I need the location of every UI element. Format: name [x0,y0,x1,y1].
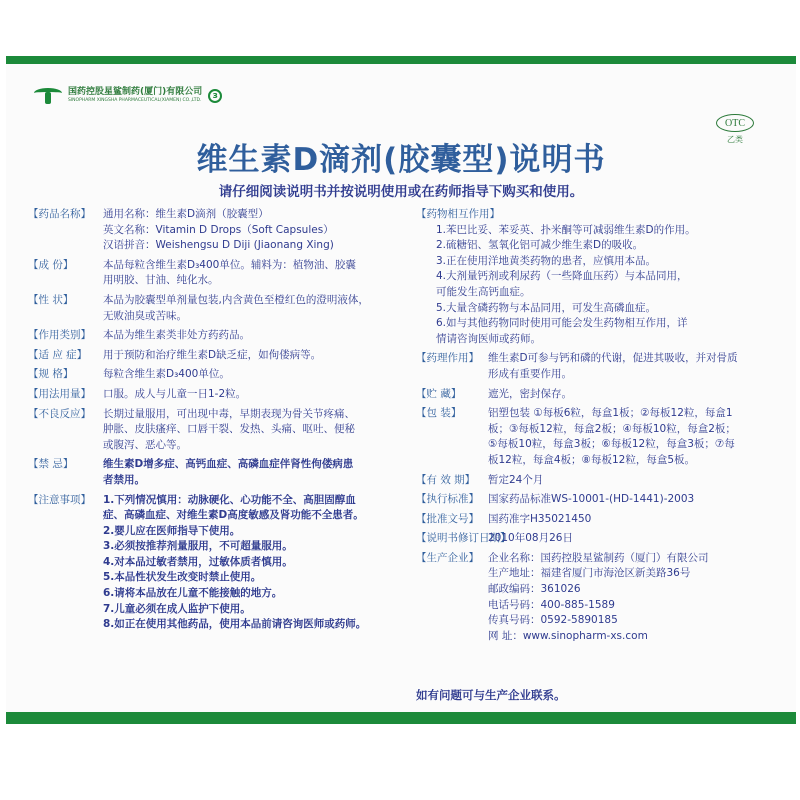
section-label: 【药物相互作用】 [416,208,500,220]
section-line: 7.儿童必须在成人监护下使用。 [103,602,251,615]
section-line: 形成有重要作用。 [488,367,572,380]
section-line: 5.大量含磷药物与本品同用，可发生高磷血症。 [436,301,657,314]
section-row [416,207,780,223]
section-label: 【药品名称】 [28,208,91,220]
section-line: 2.婴儿应在医师指导下使用。 [103,524,241,537]
section-line: 口服。成人与儿童一日1-2粒。 [103,387,247,400]
section-label: 【生产企业】 [416,551,479,564]
section-row [28,387,412,403]
section-line: 英文名称：Vitamin D Drops（Soft Capsules） [103,223,334,236]
section-row [28,493,412,633]
section-row [416,492,780,508]
section-line: 2010年08月26日 [488,532,573,545]
section-line: 或腹泻、恶心等。 [103,438,187,451]
section-line: 传真号码：0592-5890185 [488,614,618,627]
section-value [103,493,412,633]
section-line: 铝塑包装 ①每板6粒，每盒1板；②每板12粒，每盒1 [488,407,733,420]
section-row [416,551,780,645]
right-column [416,207,780,644]
section-row [416,223,780,348]
section-line: 用于预防和治疗维生素D缺乏症，如佝偻病等。 [103,348,322,361]
section-value [416,223,780,348]
section-line: 通用名称：维生素D滴剂（胶囊型） [103,208,269,220]
section-row [28,407,412,454]
section-label: 【包 装】 [416,407,462,420]
company-logo-icon [34,86,62,106]
section-value [488,492,780,508]
section-line: 长期过量服用，可出现中毒，早期表现为骨关节疼痛、 [103,407,355,420]
section-line: 6.请将本品放在儿童不能接触的地方。 [103,587,283,600]
section-value [488,551,780,645]
section-line: 邮政编码：361026 [488,583,581,596]
section-line: 遮光，密封保存。 [488,387,572,400]
section-row [28,293,412,324]
section-line: 肿胀、皮肤瘙痒、口唇干裂、发热、头痛、呕吐、便秘 [103,423,355,436]
section-line: 国药准字H35021450 [488,512,592,525]
section-line: 6.如与其他药物同时使用可能会发生药物相互作用，详 [436,317,688,330]
section-label: 【执行标准】 [416,493,479,506]
section-value [488,473,780,489]
section-label: 【性 状】 [28,293,74,306]
section-row [416,387,780,403]
section-value [103,457,412,488]
section-line: 电话号码：400-885-1589 [488,598,615,611]
section-label: 【不良反应】 [28,407,91,420]
section-line: 无败油臭或苦味。 [103,309,187,322]
section-value [103,207,412,254]
section-label: 【规 格】 [28,368,74,381]
section-line: 网 址：www.sinopharm-xs.com [488,629,648,642]
left-column [28,207,412,633]
company-name-cn: 国药控股星鲨制药(厦门)有限公司 [68,87,203,98]
section-value [103,328,412,344]
section-line: ⑤每板10粒，每盒3板；⑥每板12粒，每盒3板；⑦每 [488,438,735,451]
section-label: 【有 效 期】 [416,473,476,486]
section-row [28,457,412,488]
section-value [488,406,780,468]
section-row [28,328,412,344]
section-label: 【批准文号】 [416,512,479,525]
section-row [416,473,780,489]
section-value [103,407,412,454]
section-line: 者禁用。 [103,473,145,486]
section-label: 【药理作用】 [416,352,479,365]
section-value [103,387,412,403]
section-value [488,512,780,528]
otc-class: 乙类 [727,135,743,144]
section-line: 8.如正在使用其他药品，使用本品前请咨询医师或药师。 [103,618,367,631]
section-line: 维生素D增多症、高钙血症、高磷血症伴肾性佝偻病患 [103,458,354,471]
document-subtitle: 请仔细阅读说明书并按说明使用或在药师指导下购买和使用。 [218,184,584,200]
section-row [28,207,412,254]
section-line: 本品每粒含维生素D₃400单位。辅料为：植物油、胶囊 [103,258,356,271]
section-line: 汉语拼音：Weishengsu D Diji (Jiaonang Xing) [103,239,334,252]
section-value [103,367,412,383]
section-line: 国家药品标准WS-10001-(HD-1441)-2003 [488,493,695,506]
section-row [28,367,412,383]
section-row [28,348,412,364]
section-label: 【注意事项】 [28,493,91,506]
section-row [416,406,780,468]
section-line: 2.硫糖铝、氢氧化铝可减少维生素D的吸收。 [436,239,644,252]
section-value [103,293,412,324]
instruction-sheet [6,56,796,724]
section-row [416,531,780,547]
company-name-en: SINOPHARM XINGSHA PHARMACEUTICAL(XIAMEN) CO.,LTD. [68,98,202,104]
section-label: 【成 份】 [28,258,74,271]
company-brand [34,86,222,106]
section-value [488,387,780,403]
section-row [416,512,780,528]
section-line: 症、高磷血症、对维生素D高度敏感及肾功能不全患者。 [103,509,364,522]
otc-label: OTC [716,114,754,132]
section-line: 维生素D可参与钙和磷的代谢，促进其吸收，并对骨质 [488,352,738,365]
section-label: 【禁 忌】 [28,458,74,471]
section-value [103,258,412,289]
section-line: 用明胶、甘油、纯化水。 [103,274,219,287]
section-line: 可能发生高钙血症。 [436,285,531,298]
section-line: 暂定24个月 [488,473,544,486]
section-line: 3.必须按推荐剂量服用，不可超量服用。 [103,540,293,553]
section-line: 本品为维生素类非处方药药品。 [103,329,250,342]
section-line: 情请咨询医师或药师。 [436,332,541,345]
section-value [488,351,780,382]
section-line: 企业名称：国药控股星鲨制药（厦门）有限公司 [488,551,709,564]
section-line: 板12粒，每盒4板；⑧每板12粒，每盒5板。 [488,453,695,466]
section-value [488,531,780,547]
section-line: 5.本品性状发生改变时禁止使用。 [103,571,262,584]
section-label: 【用法用量】 [28,387,91,400]
section-line: 板；③每板12粒，每盒2板；④每板10粒，每盒2板； [488,422,736,435]
section-line: 3.正在使用洋地黄类药物的患者，应慎用本品。 [436,254,657,267]
section-label: 【适 应 症】 [28,348,88,361]
section-line: 1.下列情况慎用：动脉硬化、心功能不全、高胆固醇血 [103,493,356,506]
section-line: 1.苯巴比妥、苯妥英、扑米酮等可减弱维生素D的作用。 [436,223,696,236]
section-line: 生产地址：福建省厦门市海沧区新美路36号 [488,567,691,580]
section-row [28,258,412,289]
section-label: 【作用类别】 [28,329,91,342]
section-label: 【贮 藏】 [416,387,462,400]
trademark-icon: з [208,89,222,103]
section-line: 4.对本品过敏者禁用，过敏体质者慎用。 [103,555,293,568]
footer-note: 如有问题可与生产企业联系。 [416,688,566,702]
section-label: 【说明书修订日期】 [416,532,511,545]
document-title: 维生素D滴剂(胶囊型)说明书 [196,142,606,178]
section-value [103,348,412,364]
section-line: 本品为胶囊型单剂量包装,内含黄色至橙红色的澄明液体， [103,293,369,306]
section-row [416,351,780,382]
section-line: 每粒含维生素D₃400单位。 [103,368,230,381]
section-value [500,207,780,223]
section-line: 4.大剂量钙剂或利尿药（一些降血压药）与本品同用， [436,270,688,283]
